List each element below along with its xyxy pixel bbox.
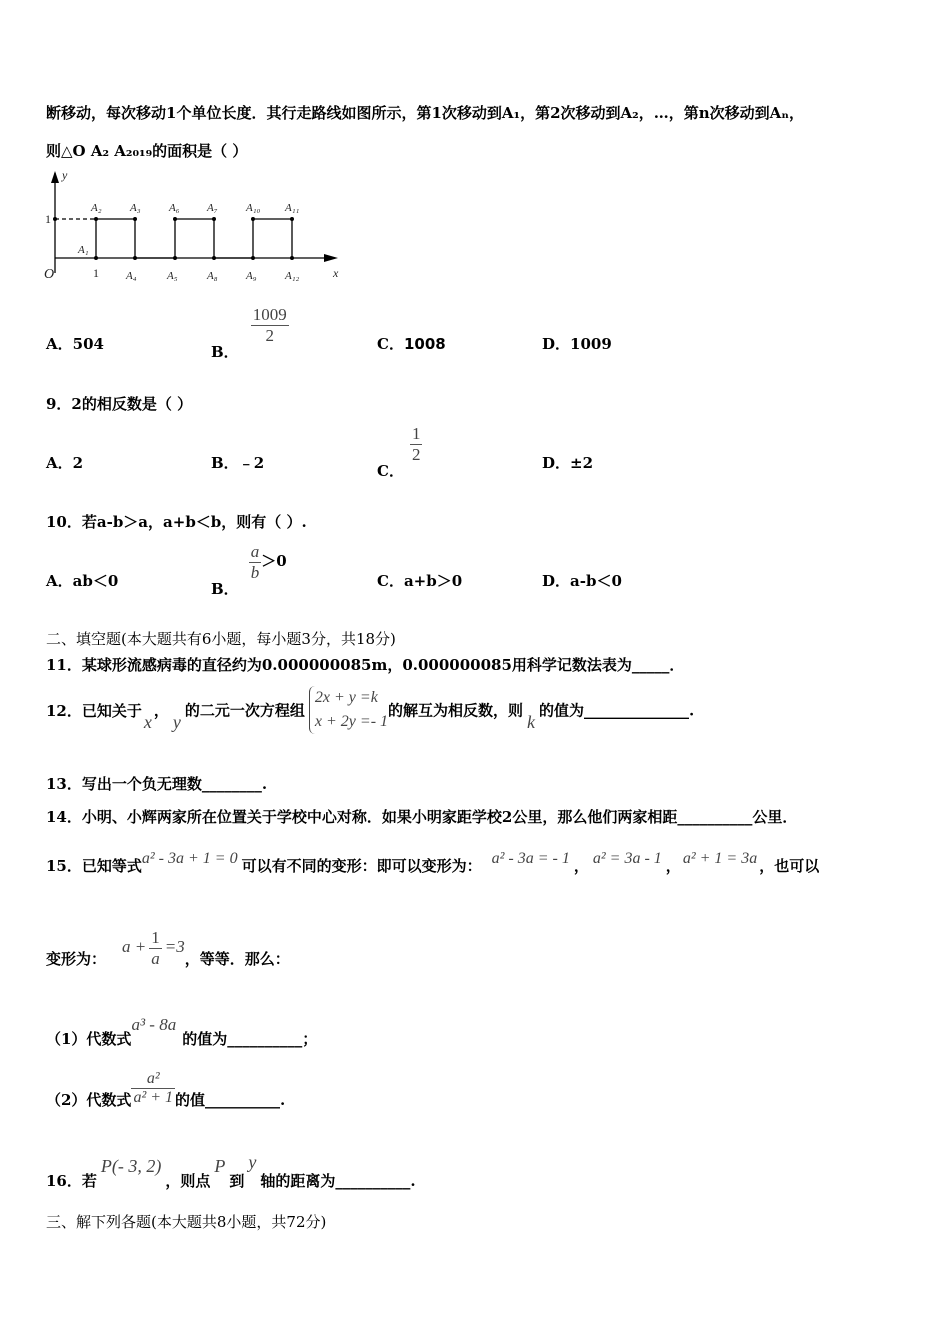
option-value: ＞0 [261,552,287,571]
q9-stem: 9．2的相反数是（ ） [46,395,193,413]
top-label: A₇ [207,202,218,214]
x-axis-arrow [324,254,338,262]
bottom-label: A₅ [167,270,178,282]
option-label: A． [46,572,73,590]
q8-option-b[interactable] [211,305,289,362]
y-axis-label: y [62,168,68,182]
q15-part2: （2）代数式 $\frac{\text{a²}}{\text{a² + 1}}$ 的值__________. [46,1070,286,1109]
option-label: C． [377,572,404,590]
fraction-1-over-a: $\frac{1}{a}$ [151,928,160,968]
top-label: A₂ [91,202,102,214]
fraction-one-half: $\frac{1}{2}$ [411,424,421,464]
q15-line2: 变形为：a + $\frac{1}{a}$ =3，等等．那么： [46,928,290,969]
fraction-a-over-b: $\frac{a}{b}$ [250,542,260,582]
option-label: D． [542,572,571,590]
option-value: a-b＜0 [570,572,622,590]
q11-stem: 11．某球形流感病毒的直径约为0.000000085m，0.000000085用科学记数法表为_____． [46,656,685,674]
q14-stem: 14．小明、小辉两家所在位置关于学校中心对称．如果小明家距学校2公里，那么他们两家相距__________公里． [46,808,798,826]
option-label: C． [377,335,404,353]
option-value: ±2 [570,454,594,472]
q8-stem-line1: 断移动，每次移动1个单位长度．其行走路线如图所示，第1次移动到A₁，第2次移动到A₂，…，第n次移动到Aₙ， [46,104,805,122]
q9-option-a[interactable] [46,452,83,473]
option-label: D． [542,335,571,353]
x-one-label: 1 [93,266,99,280]
bottom-label: A₄ [126,270,137,282]
top-label: A₁₁ [285,202,300,214]
a1-label: A₁ [78,244,89,256]
option-label: B． [211,343,239,362]
q8-option-c[interactable] [377,333,446,354]
option-value: a+b＞0 [403,572,463,590]
q8-figure [40,165,350,285]
q10-stem: 10．若a-b＞a，a+b＜b，则有（ ）. [46,513,307,531]
q15-part1: （1）代数式a³ - 8a的值为__________； [46,1015,318,1048]
fraction-1009-over-2: $\frac{1009}{2}$ [252,305,287,345]
section-3-heading: 三、解下列各题(本大题共8小题，共72分) [46,1213,327,1231]
y-one-label: 1 [45,212,51,226]
q9-option-c[interactable] [377,424,422,481]
q10-option-b[interactable] [211,542,287,599]
q10-option-a[interactable] [46,570,118,591]
q10-option-d[interactable] [542,570,622,591]
section-2-heading: 二、填空题(本大题共有6小题，每小题3分，共18分) [46,630,396,648]
q8-stem-line2: 则△O A₂ A₂₀₁₉的面积是（ ） [46,142,248,160]
x-axis-label: x [333,266,339,280]
option-label: C． [377,462,404,481]
origin-label: O [44,267,55,282]
top-label: A₃ [130,202,141,214]
y-axis-arrow [51,171,59,183]
q10-option-c[interactable] [377,570,462,591]
option-value: 1008 [403,335,446,353]
q9-option-b[interactable] [211,452,264,473]
equation-system: 2x + y =k x + 2y =- 1 [309,686,388,734]
option-label: B． [211,580,239,599]
fraction-a2-over-a2plus1: $\frac{\text{a²}}{\text{a² + 1}}$ [133,1070,174,1107]
option-label: A． [46,335,73,353]
option-label: A． [46,454,73,472]
bottom-label: A₁₂ [285,270,300,282]
option-label: B． [211,454,239,472]
option-value: 1009 [570,335,612,353]
q9-option-d[interactable] [542,452,593,473]
top-label: A₆ [169,202,180,214]
option-value: 2 [72,454,84,472]
bottom-label: A₉ [246,270,257,282]
option-value: 504 [72,335,104,353]
top-label: A₁₀ [246,202,261,214]
q8-option-a[interactable] [46,333,104,354]
option-label: D． [542,454,571,472]
q16-stem: 16．若P(- 3, 2)，则点P到y轴的距离为__________. [46,1152,416,1190]
option-value: ab＜0 [72,572,119,590]
bottom-label: A₈ [207,270,218,282]
option-value: ﹣2 [238,454,265,472]
walk-path [96,219,292,258]
q12-stem: 12．已知关于x，y的二元一次方程组 2x + y =k x + 2y =- 1 的解互为相反数，则k的值为______________. [46,686,694,734]
q15-stem: 15．已知等式a² - 3a + 1 = 0 可以有不同的变形：即可以变形为： a² - 3a = - 1 ， a² = 3a - 1 ， a² + 1 = 3a ，也可以 [46,850,820,875]
q8-option-d[interactable] [542,333,612,354]
q13-stem: 13．写出一个负无理数________. [46,775,268,793]
